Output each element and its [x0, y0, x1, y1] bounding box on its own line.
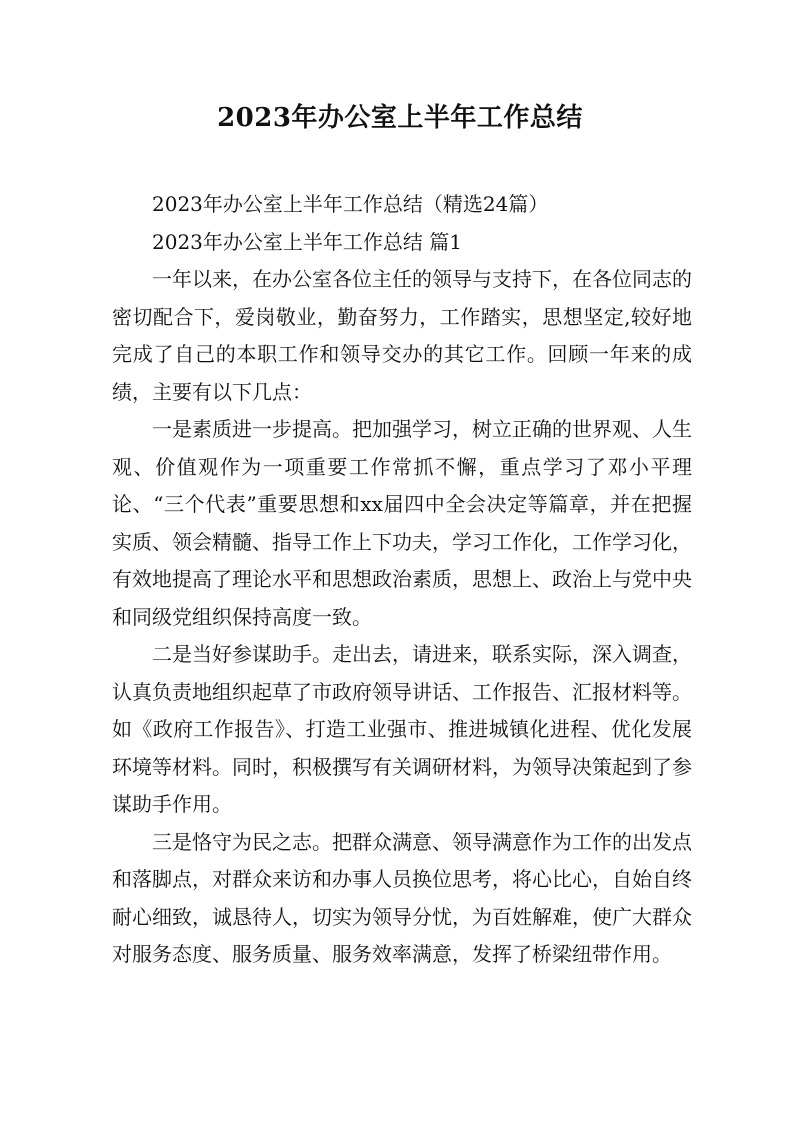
page-title: 2023年办公室上半年工作总结: [217, 103, 583, 133]
paragraph-point-1: 一是素质进一步提高。把加强学习，树立正确的世界观、人生观、价值观作为一项重要工作常抓不懈，重点学习了邓小平理论、“三个代表”重要思想和xx届四中全会决定等篇章，并在把握实质、领会精髓、指导工作上下功夫，学习工作化，工作学习化，有效地提高了理论水平和思想政治素质，思想上、政治上与党中央和同级党组织保持高度一致。: [112, 417, 692, 629]
paragraph-point-2: 二是当好参谋助手。走出去，请进来，联系实际，深入调查，认真负责地组织起草了市政府领导讲话、工作报告、汇报材料等。如《政府工作报告》、打造工业强市、推进城镇化进程、优化发展环境等材料。同时，积极撰写有关调研材料，为领导决策起到了参谋助手作用。: [112, 642, 692, 816]
subtitle-line: 2023年办公室上半年工作总结（精选24篇）: [152, 192, 549, 216]
section-heading: 2023年办公室上半年工作总结 篇1: [152, 229, 462, 254]
paragraph-intro: 一年以来，在办公室各位主任的领导与支持下，在各位同志的密切配合下，爱岗敬业，勤奋努力，工作踏实，思想坚定,较好地完成了自己的本职工作和领导交办的其它工作。回顾一年来的成绩，主要有以下几点：: [112, 267, 692, 404]
document-body: [112, 186, 692, 974]
paragraph-point-3: 三是恪守为民之志。把群众满意、领导满意作为工作的出发点和落脚点，对群众来访和办事人员换位思考，将心比心，自始自终耐心细致，诚恳待人，切实为领导分忧，为百姓解难，使广大群众对服务态度、服务质量、服务效率满意，发挥了桥梁纽带作用。: [112, 829, 692, 966]
